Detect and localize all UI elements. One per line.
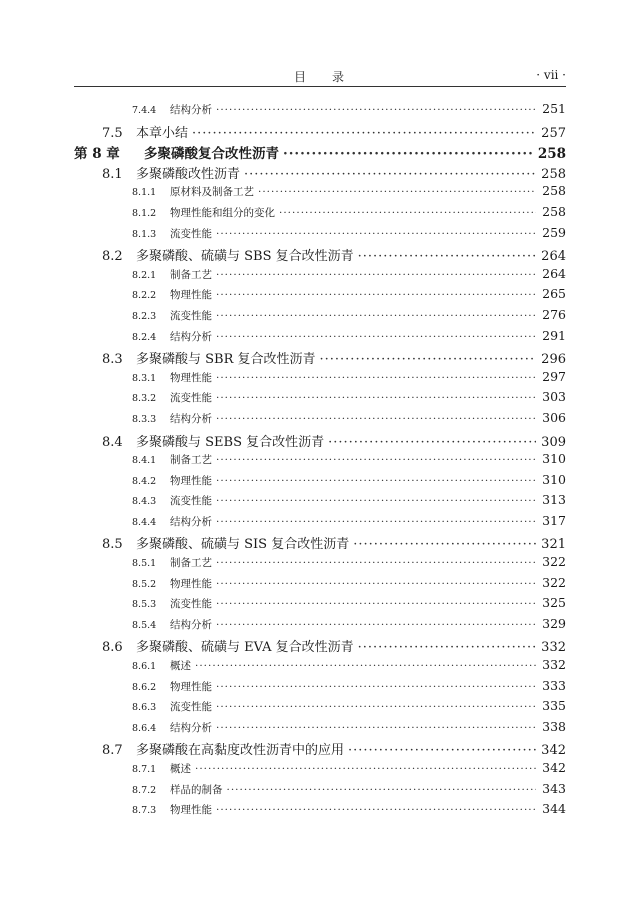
toc-entry[interactable] — [74, 801, 566, 822]
toc-entry-label: 物理性能 — [170, 371, 212, 384]
toc-entry-number: 8.2.3 — [132, 310, 157, 322]
toc-entry-label: 流变性能 — [170, 495, 212, 508]
toc-entry-label: 物理性能和组分的变化 — [170, 206, 275, 219]
toc-entry-number: 8.6.2 — [132, 681, 157, 693]
header-page-number: · vii · — [536, 68, 566, 82]
toc-leader-dots — [216, 228, 536, 240]
toc-entry[interactable] — [74, 307, 566, 328]
toc-entry-number: 8.5 — [102, 537, 123, 553]
toc-entry-number: 8.1.3 — [132, 228, 157, 240]
toc-entry-page: 251 — [542, 101, 566, 116]
toc-entry-page: 322 — [542, 554, 566, 570]
toc-entry-number: 7.4.4 — [132, 105, 157, 116]
toc-entry-page: 325 — [542, 595, 566, 611]
toc-leader-dots — [216, 557, 536, 569]
toc-leader-dots — [216, 598, 536, 610]
toc-entry-label: 多聚磷酸改性沥青 — [136, 166, 241, 182]
toc-entry-page: 333 — [542, 677, 566, 693]
toc-entry-number: 8.4.2 — [132, 475, 157, 487]
toc-leader-dots — [195, 763, 536, 775]
toc-entry-page: 317 — [542, 512, 566, 528]
toc-leader-dots — [258, 186, 536, 198]
toc-entry-label: 结构分析 — [170, 104, 212, 116]
toc-entry-page: 258 — [542, 203, 566, 219]
toc-entry-number: 8.1 — [102, 166, 123, 182]
toc-entry[interactable] — [74, 739, 566, 760]
table-of-contents — [74, 101, 566, 822]
toc-entry-number: 8.2.2 — [132, 290, 157, 302]
toc-entry-page: 332 — [542, 657, 566, 673]
toc-entry-page: 306 — [542, 409, 566, 425]
header-title-right: 录 — [332, 70, 347, 84]
toc-leader-dots — [358, 640, 536, 655]
toc-entry-number: 8.4.1 — [132, 455, 157, 467]
toc-leader-dots — [216, 269, 536, 281]
toc-entry-number: 8.3.3 — [132, 413, 157, 425]
toc-entry-label: 结构分析 — [170, 721, 212, 734]
toc-entry-number: 8.3 — [102, 352, 123, 368]
toc-entry[interactable] — [74, 678, 566, 699]
toc-entry-page: 291 — [542, 327, 566, 343]
toc-entry-label: 结构分析 — [170, 618, 212, 631]
toc-leader-dots — [348, 743, 536, 758]
toc-entry-number: 8.6.1 — [132, 661, 157, 673]
toc-entry[interactable] — [74, 616, 566, 637]
toc-entry-label: 多聚磷酸、硫磺与 EVA 复合改性沥青 — [136, 640, 354, 656]
toc-entry[interactable] — [74, 781, 566, 802]
toc-entry-label: 多聚磷酸复合改性沥青 — [144, 146, 279, 163]
toc-entry-label: 物理性能 — [170, 577, 212, 590]
toc-entry-label: 多聚磷酸与 SEBS 复合改性沥青 — [136, 434, 325, 450]
toc-entry-page: 303 — [542, 389, 566, 405]
toc-entry[interactable] — [74, 328, 566, 349]
toc-leader-dots — [216, 495, 536, 507]
toc-entry[interactable] — [74, 492, 566, 513]
toc-entry[interactable] — [74, 225, 566, 246]
toc-leader-dots — [216, 475, 536, 487]
toc-entry-label: 流变性能 — [170, 392, 212, 405]
toc-entry-number: 8.4 — [102, 434, 123, 450]
toc-entry-label: 物理性能 — [170, 289, 212, 302]
toc-entry[interactable] — [74, 760, 566, 781]
toc-entry-label: 流变性能 — [170, 701, 212, 714]
toc-entry-page: 310 — [542, 451, 566, 467]
toc-entry-page: 332 — [541, 640, 566, 656]
toc-leader-dots — [216, 578, 536, 590]
toc-entry[interactable] — [74, 183, 566, 204]
toc-entry-number: 8.4.4 — [132, 516, 157, 528]
toc-entry-label: 原材料及制备工艺 — [170, 186, 254, 199]
toc-entry-number: 8.7.2 — [132, 784, 157, 796]
toc-leader-dots — [216, 310, 536, 322]
toc-entry-number: 8.5.4 — [132, 619, 157, 631]
header-rule — [74, 86, 566, 87]
toc-leader-dots — [216, 516, 536, 528]
toc-entry-number: 8.1.2 — [132, 207, 157, 219]
toc-entry[interactable] — [74, 636, 566, 657]
toc-entry-number: 8.5.2 — [132, 578, 157, 590]
toc-entry[interactable] — [74, 204, 566, 225]
toc-leader-dots — [192, 126, 536, 141]
toc-entry-label: 本章小结 — [136, 125, 189, 141]
toc-entry-label: 概述 — [170, 763, 191, 775]
toc-entry-number: 第 8 章 — [74, 146, 120, 163]
toc-entry[interactable] — [74, 142, 566, 163]
toc-entry[interactable] — [74, 266, 566, 287]
toc-entry-label: 结构分析 — [170, 515, 212, 528]
toc-entry-page: 342 — [541, 743, 566, 759]
toc-entry-label: 结构分析 — [170, 330, 212, 343]
toc-leader-dots — [328, 435, 536, 450]
toc-entry-label: 结构分析 — [170, 412, 212, 425]
running-header — [74, 66, 566, 86]
toc-entry-label: 物理性能 — [170, 804, 212, 817]
toc-entry-number: 8.7.3 — [132, 805, 157, 817]
toc-leader-dots — [216, 681, 536, 693]
toc-entry-page: 265 — [542, 286, 566, 302]
toc-leader-dots — [320, 352, 536, 367]
toc-leader-dots — [283, 146, 534, 162]
toc-leader-dots — [216, 289, 536, 301]
header-title — [74, 68, 566, 85]
toc-entry-label: 多聚磷酸在高黏度改性沥青中的应用 — [136, 743, 345, 759]
toc-leader-dots — [227, 784, 537, 796]
toc-entry-page: 258 — [541, 166, 566, 182]
toc-leader-dots — [216, 331, 536, 343]
toc-entry-page: 258 — [542, 183, 566, 199]
toc-entry[interactable] — [74, 554, 566, 575]
toc-entry-number: 8.3.2 — [132, 393, 157, 405]
toc-entry[interactable] — [74, 575, 566, 596]
toc-entry-page: 313 — [542, 492, 566, 508]
toc-entry[interactable] — [74, 657, 566, 678]
toc-entry-page: 258 — [537, 146, 566, 163]
toc-entry-label: 物理性能 — [170, 474, 212, 487]
toc-entry-page: 321 — [541, 537, 566, 553]
toc-entry-page: 309 — [541, 434, 566, 450]
toc-entry-number: 8.2.4 — [132, 331, 157, 343]
toc-entry-number: 8.6.3 — [132, 702, 157, 714]
toc-entry[interactable] — [74, 101, 566, 122]
toc-entry[interactable] — [74, 286, 566, 307]
toc-leader-dots — [216, 804, 536, 816]
toc-leader-dots — [216, 454, 536, 466]
toc-entry-number: 8.6.4 — [132, 722, 157, 734]
toc-entry-number: 8.5.3 — [132, 599, 157, 611]
toc-leader-dots — [244, 167, 536, 182]
toc-entry-label: 多聚磷酸、硫磺与 SBS 复合改性沥青 — [136, 249, 354, 265]
toc-entry-label: 制备工艺 — [170, 268, 212, 281]
toc-entry-page: 264 — [542, 265, 566, 281]
toc-entry[interactable] — [74, 698, 566, 719]
toc-entry-label: 样品的制备 — [170, 783, 223, 796]
toc-entry-number: 8.7.1 — [132, 764, 157, 775]
toc-entry-page: 343 — [542, 780, 566, 796]
toc-entry[interactable] — [74, 719, 566, 740]
toc-entry-number: 8.1.1 — [132, 187, 157, 199]
toc-leader-dots — [216, 413, 536, 425]
toc-entry-number: 8.2.1 — [132, 269, 157, 281]
toc-entry-page: 335 — [542, 698, 566, 714]
toc-entry-label: 流变性能 — [170, 227, 212, 240]
toc-entry-page: 342 — [542, 760, 566, 775]
toc-leader-dots — [279, 207, 536, 219]
header-title-left: 目 — [293, 70, 308, 84]
toc-entry[interactable] — [74, 369, 566, 390]
toc-entry[interactable] — [74, 451, 566, 472]
toc-entry-page: 322 — [542, 574, 566, 590]
toc-entry[interactable] — [74, 595, 566, 616]
toc-entry-label: 物理性能 — [170, 680, 212, 693]
toc-entry-number: 8.6 — [102, 640, 123, 656]
toc-entry-label: 多聚磷酸与 SBR 复合改性沥青 — [136, 352, 316, 368]
toc-entry-label: 多聚磷酸、硫磺与 SIS 复合改性沥青 — [136, 537, 350, 553]
toc-entry-label: 概述 — [170, 660, 191, 673]
toc-entry-page: 344 — [542, 801, 566, 817]
toc-entry-number: 8.5.1 — [132, 558, 157, 570]
toc-entry-page: 296 — [541, 352, 566, 368]
toc-entry-number: 7.5 — [102, 125, 123, 141]
toc-entry[interactable] — [74, 431, 566, 452]
toc-entry[interactable] — [74, 513, 566, 534]
toc-entry[interactable] — [74, 348, 566, 369]
toc-leader-dots — [216, 392, 536, 404]
toc-entry-number: 8.3.1 — [132, 372, 157, 384]
toc-entry-page: 329 — [542, 615, 566, 631]
toc-leader-dots — [216, 619, 536, 631]
toc-entry[interactable] — [74, 163, 566, 184]
toc-entry[interactable] — [74, 472, 566, 493]
toc-entry-label: 流变性能 — [170, 309, 212, 322]
toc-entry[interactable] — [74, 410, 566, 431]
toc-entry-number: 8.7 — [102, 743, 123, 759]
toc-leader-dots — [358, 249, 536, 264]
toc-entry-page: 338 — [542, 718, 566, 734]
toc-entry-number: 8.4.3 — [132, 496, 157, 508]
toc-leader-dots — [216, 372, 536, 384]
toc-entry-page: 259 — [542, 224, 566, 240]
toc-entry-page: 257 — [541, 125, 566, 141]
toc-leader-dots — [216, 722, 536, 734]
toc-entry-page: 310 — [542, 471, 566, 487]
toc-entry-page: 276 — [542, 306, 566, 322]
toc-leader-dots — [216, 104, 536, 116]
toc-leader-dots — [195, 660, 536, 672]
toc-entry[interactable] — [74, 533, 566, 554]
toc-leader-dots — [216, 701, 536, 713]
toc-entry-number: 8.2 — [102, 249, 123, 265]
toc-entry-label: 制备工艺 — [170, 454, 212, 467]
toc-entry-page: 264 — [541, 249, 566, 265]
toc-entry-page: 297 — [542, 368, 566, 384]
toc-leader-dots — [353, 537, 536, 552]
toc-entry[interactable] — [74, 122, 566, 143]
toc-entry[interactable] — [74, 245, 566, 266]
toc-entry[interactable] — [74, 389, 566, 410]
toc-entry-label: 制备工艺 — [170, 557, 212, 570]
toc-entry-label: 流变性能 — [170, 598, 212, 611]
